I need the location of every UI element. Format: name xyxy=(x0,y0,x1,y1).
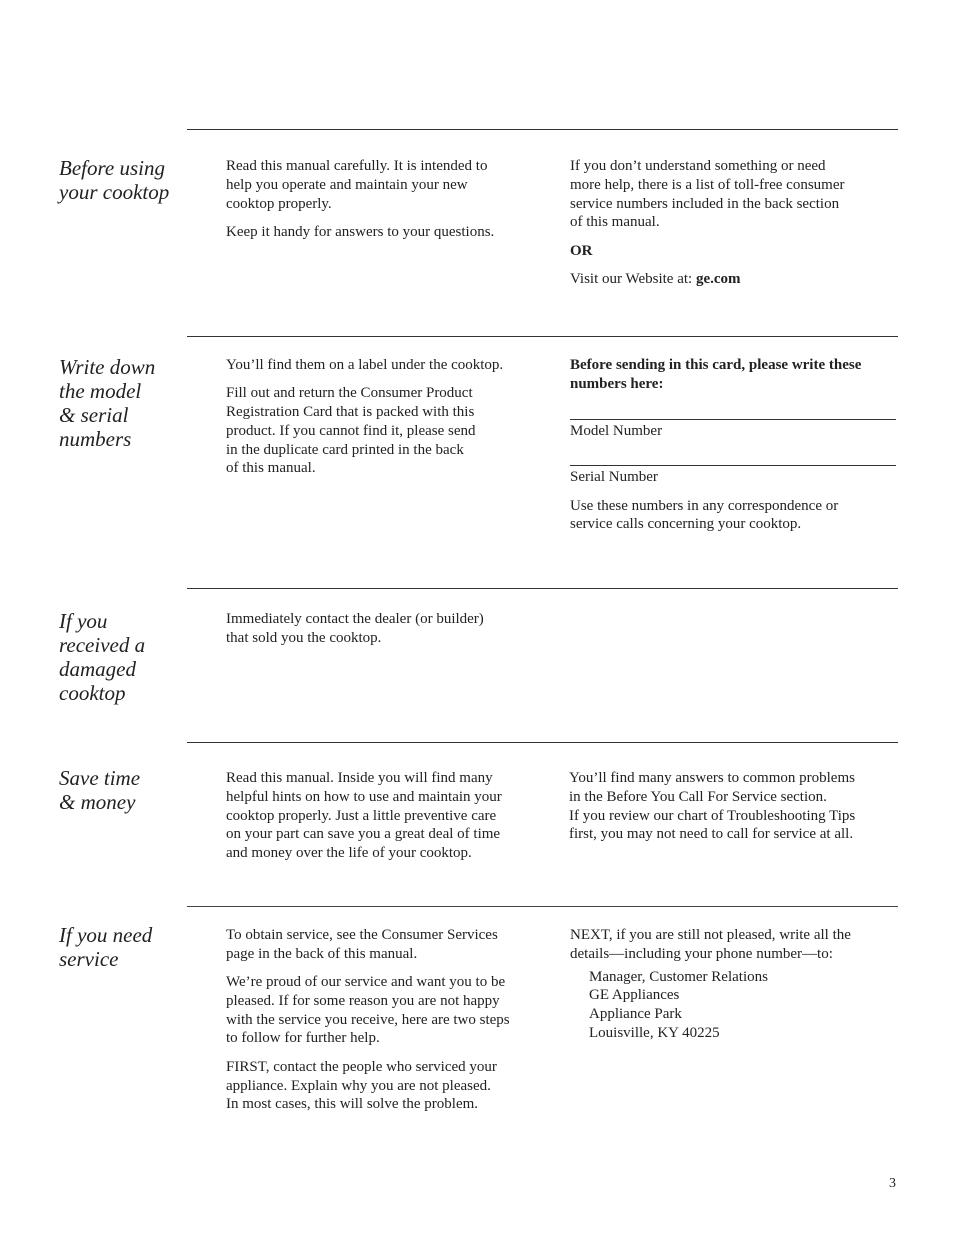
service-left-column xyxy=(226,926,561,1124)
paragraph: Immediately contact the dealer (or builder) that sold you the cooktop. xyxy=(226,611,484,646)
section-heading-service: If you need service xyxy=(59,923,153,971)
model-serial-left-column xyxy=(226,356,561,488)
section-heading-before-using: Before using your cooktop xyxy=(59,156,170,204)
website-prefix: Visit our Website at: xyxy=(570,270,696,287)
section-heading-model-serial: Write down the model & serial numbers xyxy=(59,355,156,451)
serial-number-label: Serial Number xyxy=(570,469,658,486)
damaged-left-column xyxy=(226,610,556,657)
paragraph: You’ll find many answers to common problems in the Before You Call For Service section. If you review our chart of Troubleshooting Tips first, you may not need to call for service at all. xyxy=(569,770,856,843)
before-using-right-column xyxy=(570,157,898,298)
section-divider xyxy=(187,129,898,130)
section-divider xyxy=(187,336,898,337)
or-label: OR xyxy=(570,242,593,259)
model-number-line[interactable] xyxy=(570,419,896,420)
paragraph: You’ll find them on a label under the cooktop. xyxy=(226,357,504,373)
service-right-column xyxy=(570,926,898,1052)
save-time-left-column xyxy=(226,769,561,872)
serial-number-line[interactable] xyxy=(570,465,896,466)
model-number-label: Model Number xyxy=(570,422,663,439)
paragraph: Use these numbers in any correspondence or service calls concerning your cooktop. xyxy=(570,497,839,533)
save-time-right-column xyxy=(569,769,899,854)
paragraph: Keep it handy for answers to your questions. xyxy=(226,223,495,240)
website-link[interactable]: ge.com xyxy=(695,270,741,287)
section-divider xyxy=(187,588,898,589)
before-using-left-column xyxy=(226,157,556,251)
model-serial-right-column xyxy=(570,356,896,544)
section-heading-damaged: If you received a damaged cooktop xyxy=(59,609,146,705)
page-number: 3 xyxy=(889,1176,896,1191)
paragraph: Fill out and return the Consumer Product Registration Card that is packed with this product. If you cannot find it, please send in the duplicate card printed in the back of this manual. xyxy=(226,385,476,477)
paragraph: We’re proud of our service and want you to be pleased. If for some reason you are not happy with the service you receive, here are two steps to follow for further help. xyxy=(226,974,510,1047)
section-heading-save-time: Save time & money xyxy=(59,766,141,814)
mailing-address: Manager, Customer Relations GE Appliances Appliance Park Louisville, KY 40225 xyxy=(589,968,768,1041)
paragraph: Read this manual. Inside you will find many helpful hints on how to use and maintain your cooktop properly. Just a little preventive care on your part can save you a great deal of time and money over the life of your cooktop. xyxy=(226,770,502,862)
paragraph: Read this manual carefully. It is intended to help you operate and maintain your new cooktop properly. xyxy=(226,158,488,212)
website-line xyxy=(570,270,898,289)
paragraph: NEXT, if you are still not pleased, write all the details—including your phone number—to: xyxy=(570,927,851,962)
paragraph: FIRST, contact the people who serviced your appliance. Explain why you are not pleased. In most cases, this will solve the problem. xyxy=(226,1058,497,1113)
section-divider xyxy=(187,742,898,743)
paragraph: To obtain service, see the Consumer Services page in the back of this manual. xyxy=(226,927,498,962)
paragraph: If you don’t understand something or need more help, there is a list of toll-free consumer service numbers included in the back section of this manual. xyxy=(570,158,845,231)
instruction-bold: Before sending in this card, please write these numbers here: xyxy=(570,357,862,392)
section-divider xyxy=(187,906,898,907)
